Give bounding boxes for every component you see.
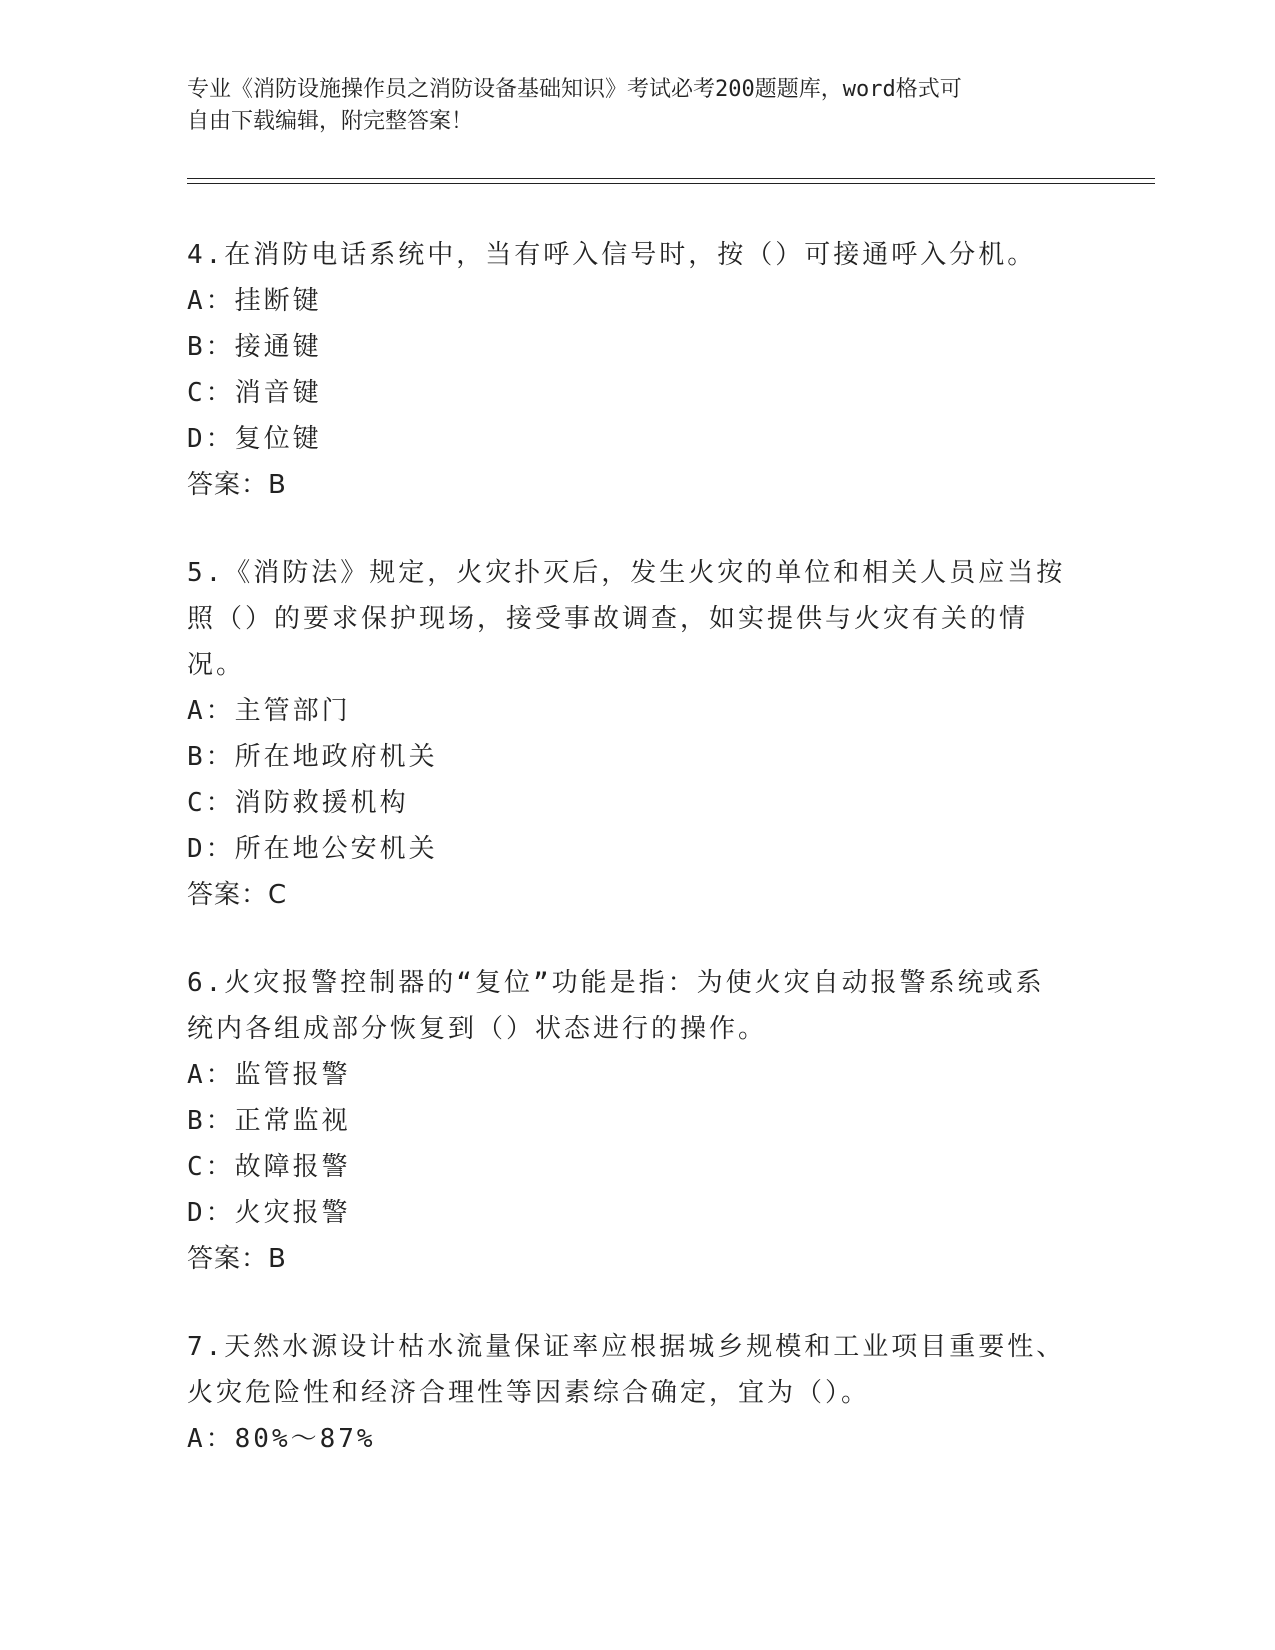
option-c: C：消音键 xyxy=(187,378,322,408)
question-text: 7.天然水源设计枯水流量保证率应根据城乡规模和工业项目重要性、火灾危险性和经济合理性等因素综合确定，宜为（）。 xyxy=(187,1332,1066,1408)
option-d: D：复位键 xyxy=(187,424,322,454)
option-b: B：接通键 xyxy=(187,332,322,362)
question-text: 5.《消防法》规定，火灾扑灭后，发生火灾的单位和相关人员应当按照（）的要求保护现场，接受事故调查，如实提供与火灾有关的情况。 xyxy=(187,558,1066,680)
answer: 答案：B xyxy=(187,470,287,500)
question-4 xyxy=(187,232,1067,508)
question-text: 4.在消防电话系统中，当有呼入信号时，按（）可接通呼入分机。 xyxy=(187,240,1037,270)
answer: 答案：C xyxy=(187,880,288,910)
question-7 xyxy=(187,1324,1067,1462)
option-d: D：所在地公安机关 xyxy=(187,834,438,864)
option-c: C：故障报警 xyxy=(187,1152,351,1182)
option-d: D：火灾报警 xyxy=(187,1198,351,1228)
question-5 xyxy=(187,550,1067,918)
question-list xyxy=(187,232,1067,1504)
option-b: B：正常监视 xyxy=(187,1106,351,1136)
option-a: A：监管报警 xyxy=(187,1060,351,1090)
option-a: A：挂断键 xyxy=(187,286,322,316)
option-c: C：消防救援机构 xyxy=(187,788,409,818)
option-a: A：80%～87% xyxy=(187,1424,376,1454)
header-divider-top xyxy=(187,178,1155,179)
header-divider-bottom xyxy=(187,183,1155,184)
question-text: 6.火灾报警控制器的“复位”功能是指：为使火灾自动报警系统或系统内各组成部分恢复到（）状态进行的操作。 xyxy=(187,968,1045,1044)
answer: 答案：B xyxy=(187,1244,287,1274)
question-6 xyxy=(187,960,1067,1282)
header-line-1: 专业《消防设施操作员之消防设备基础知识》考试必考200题题库，word格式可 xyxy=(187,77,962,102)
document-header xyxy=(187,74,1067,138)
option-b: B：所在地政府机关 xyxy=(187,742,438,772)
option-a: A：主管部门 xyxy=(187,696,351,726)
header-line-2: 自由下载编辑，附完整答案！ xyxy=(187,109,474,134)
